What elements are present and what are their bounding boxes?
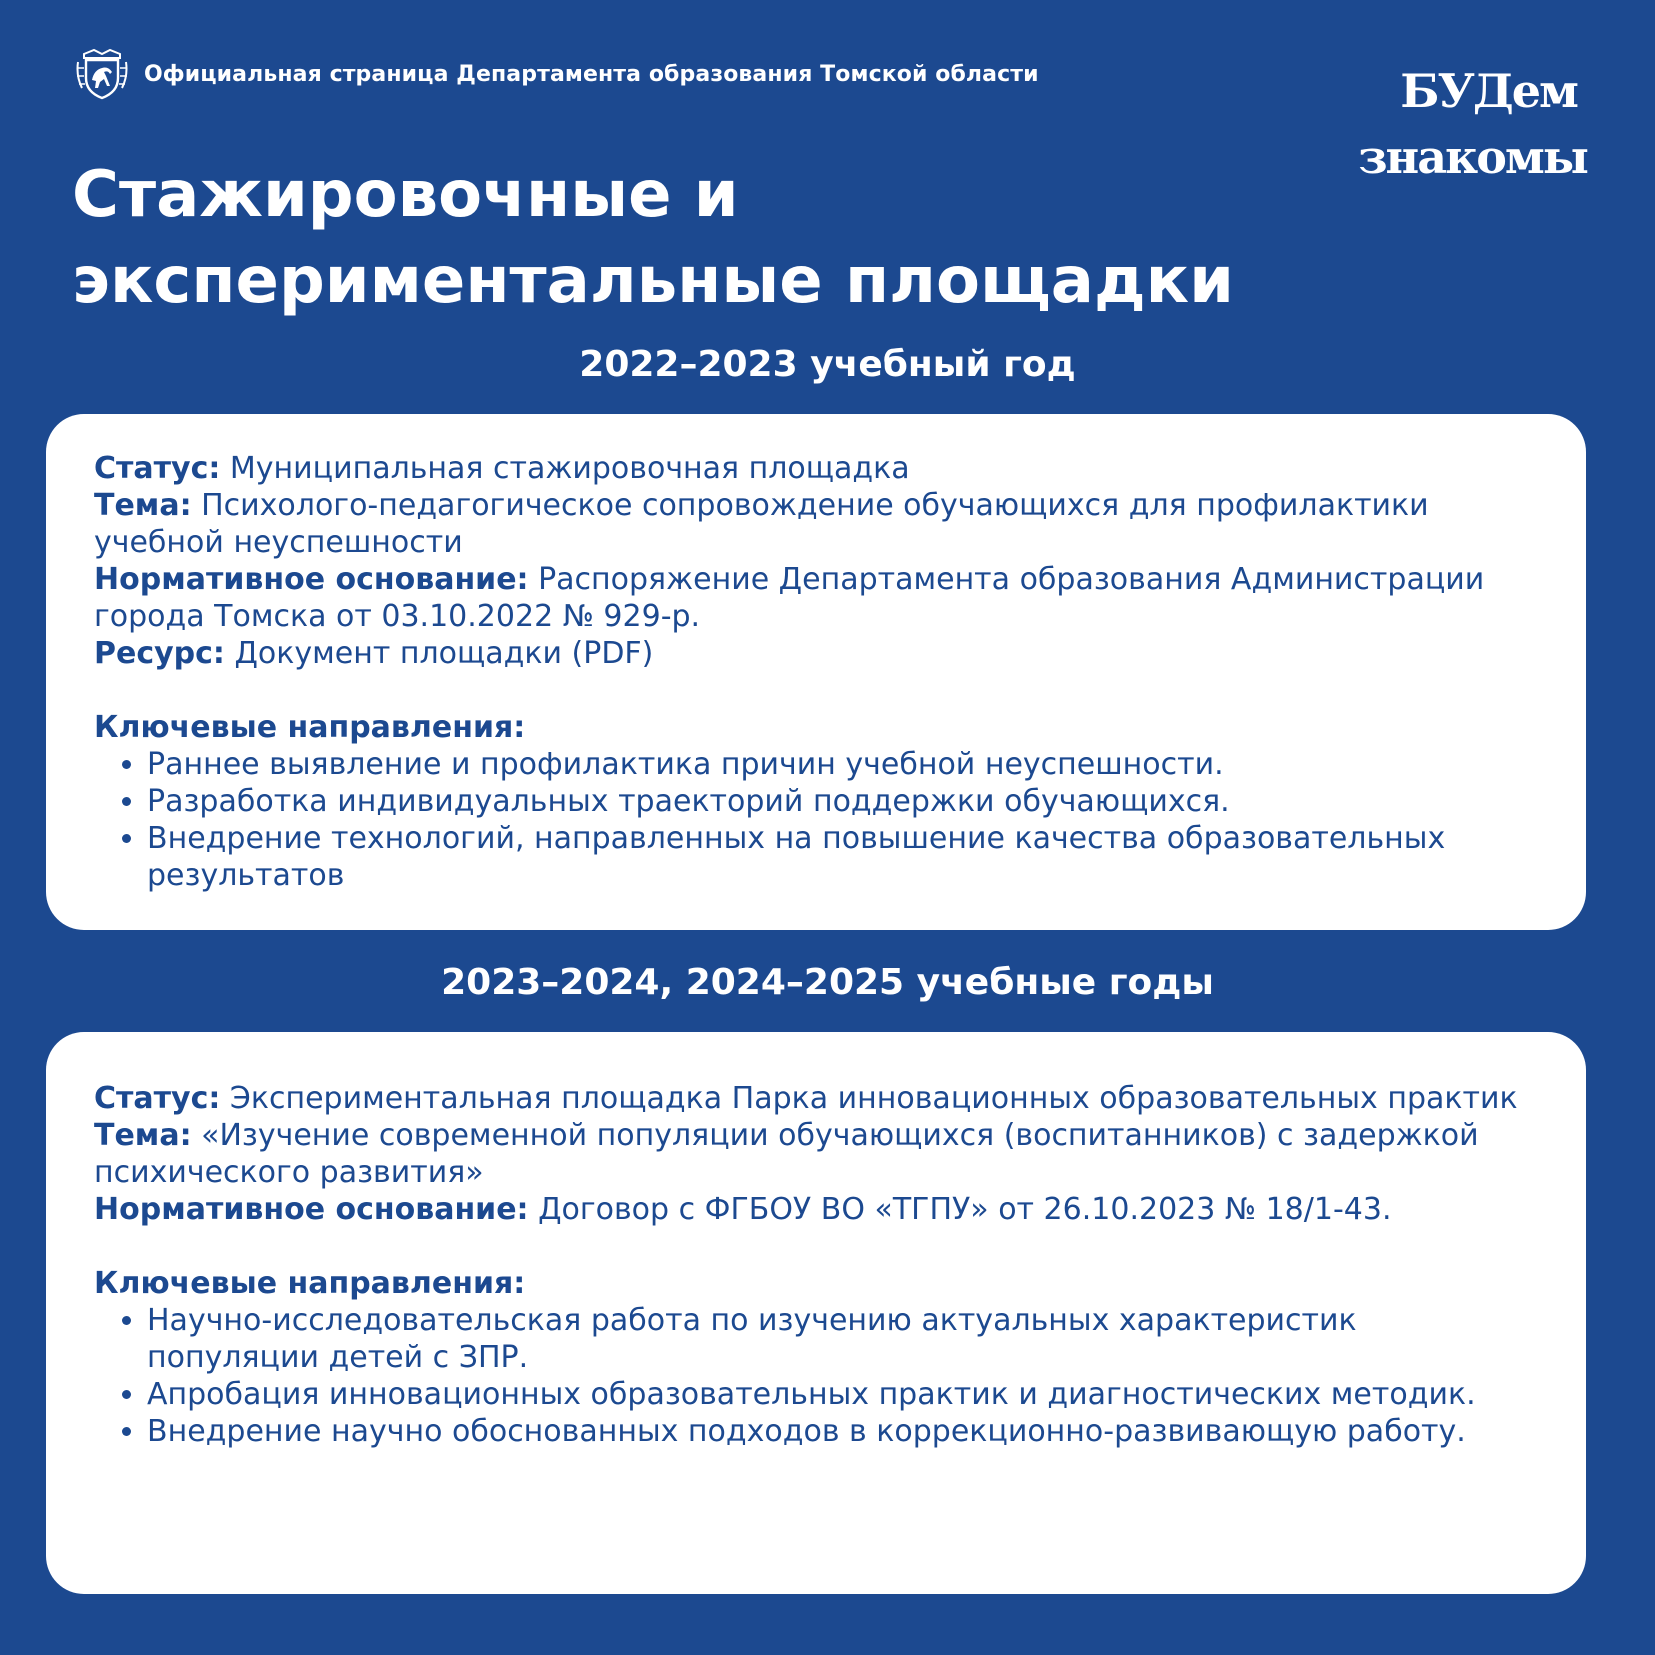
header-title: Официальная страница Департамента образования Томской области — [144, 61, 1039, 87]
status-label: Статус: — [94, 1081, 221, 1116]
brand-line-2: знакомы — [1358, 130, 1587, 184]
page-title-line-1: Стажировочные и — [72, 158, 739, 232]
directions-label: Ключевые направления: — [94, 1266, 526, 1301]
theme-row — [94, 487, 1538, 561]
theme-label: Тема: — [94, 488, 192, 523]
theme-value: «Изучение современной популяции обучающихся (воспитанников) с задержкой психического развития» — [94, 1118, 1479, 1190]
basis-label: Нормативное основание: — [94, 562, 529, 597]
status-value: Экспериментальная площадка Парка инновационных образовательных практик — [220, 1081, 1518, 1116]
status-row — [94, 450, 1538, 487]
status-label: Статус: — [94, 451, 221, 486]
section-2-card — [46, 1032, 1586, 1594]
basis-row — [94, 1191, 1538, 1228]
brand-line-1: БУДем — [1400, 64, 1577, 118]
basis-value: Распоряжение Департамента образования Администрации города Томска от 03.10.2022 № 929-р. — [94, 562, 1485, 634]
page-title — [72, 152, 1272, 324]
directions-label: Ключевые направления: — [94, 710, 526, 745]
list-item: • Внедрение научно обоснованных подходов в коррекционно-развивающую работу. — [147, 1413, 1538, 1450]
basis-row — [94, 561, 1538, 635]
list-item: • Апробация инновационных образовательных практик и диагностических методик. — [147, 1376, 1538, 1413]
list-item: • Раннее выявление и профилактика причин учебной неуспешности. — [147, 746, 1538, 783]
tomsk-coat-of-arms-icon — [74, 46, 130, 102]
status-value: Муниципальная стажировочная площадка — [220, 451, 910, 486]
directions-list — [94, 746, 1538, 894]
resource-label: Ресурс: — [94, 636, 225, 671]
basis-label: Нормативное основание: — [94, 1192, 529, 1227]
section-1-card — [46, 414, 1586, 930]
header — [74, 46, 1039, 102]
resource-link[interactable]: Документ площадки (PDF) — [224, 636, 654, 671]
section-2-heading: 2023–2024, 2024–2025 учебные годы — [441, 962, 1214, 1003]
directions-list — [94, 1302, 1538, 1450]
theme-row — [94, 1117, 1538, 1191]
page-title-line-2: экспериментальные площадки — [72, 244, 1234, 318]
list-item: • Внедрение технологий, направленных на повышение качества образовательных результатов — [147, 820, 1538, 894]
brand-logo — [1358, 58, 1587, 190]
status-row — [94, 1080, 1538, 1117]
theme-label: Тема: — [94, 1118, 192, 1153]
list-item: • Разработка индивидуальных траекторий поддержки обучающихся. — [147, 783, 1538, 820]
theme-value: Психолого-педагогическое сопровождение обучающихся для профилактики учебной неуспешности — [94, 488, 1429, 560]
basis-value: Договор с ФГБОУ ВО «ТГПУ» от 26.10.2023 № 18/1-43. — [528, 1192, 1392, 1227]
section-1-heading: 2022–2023 учебный год — [579, 344, 1076, 385]
resource-row — [94, 635, 1538, 672]
list-item: • Научно-исследовательская работа по изучению актуальных характеристик популяции детей с ЗПР. — [147, 1302, 1538, 1376]
